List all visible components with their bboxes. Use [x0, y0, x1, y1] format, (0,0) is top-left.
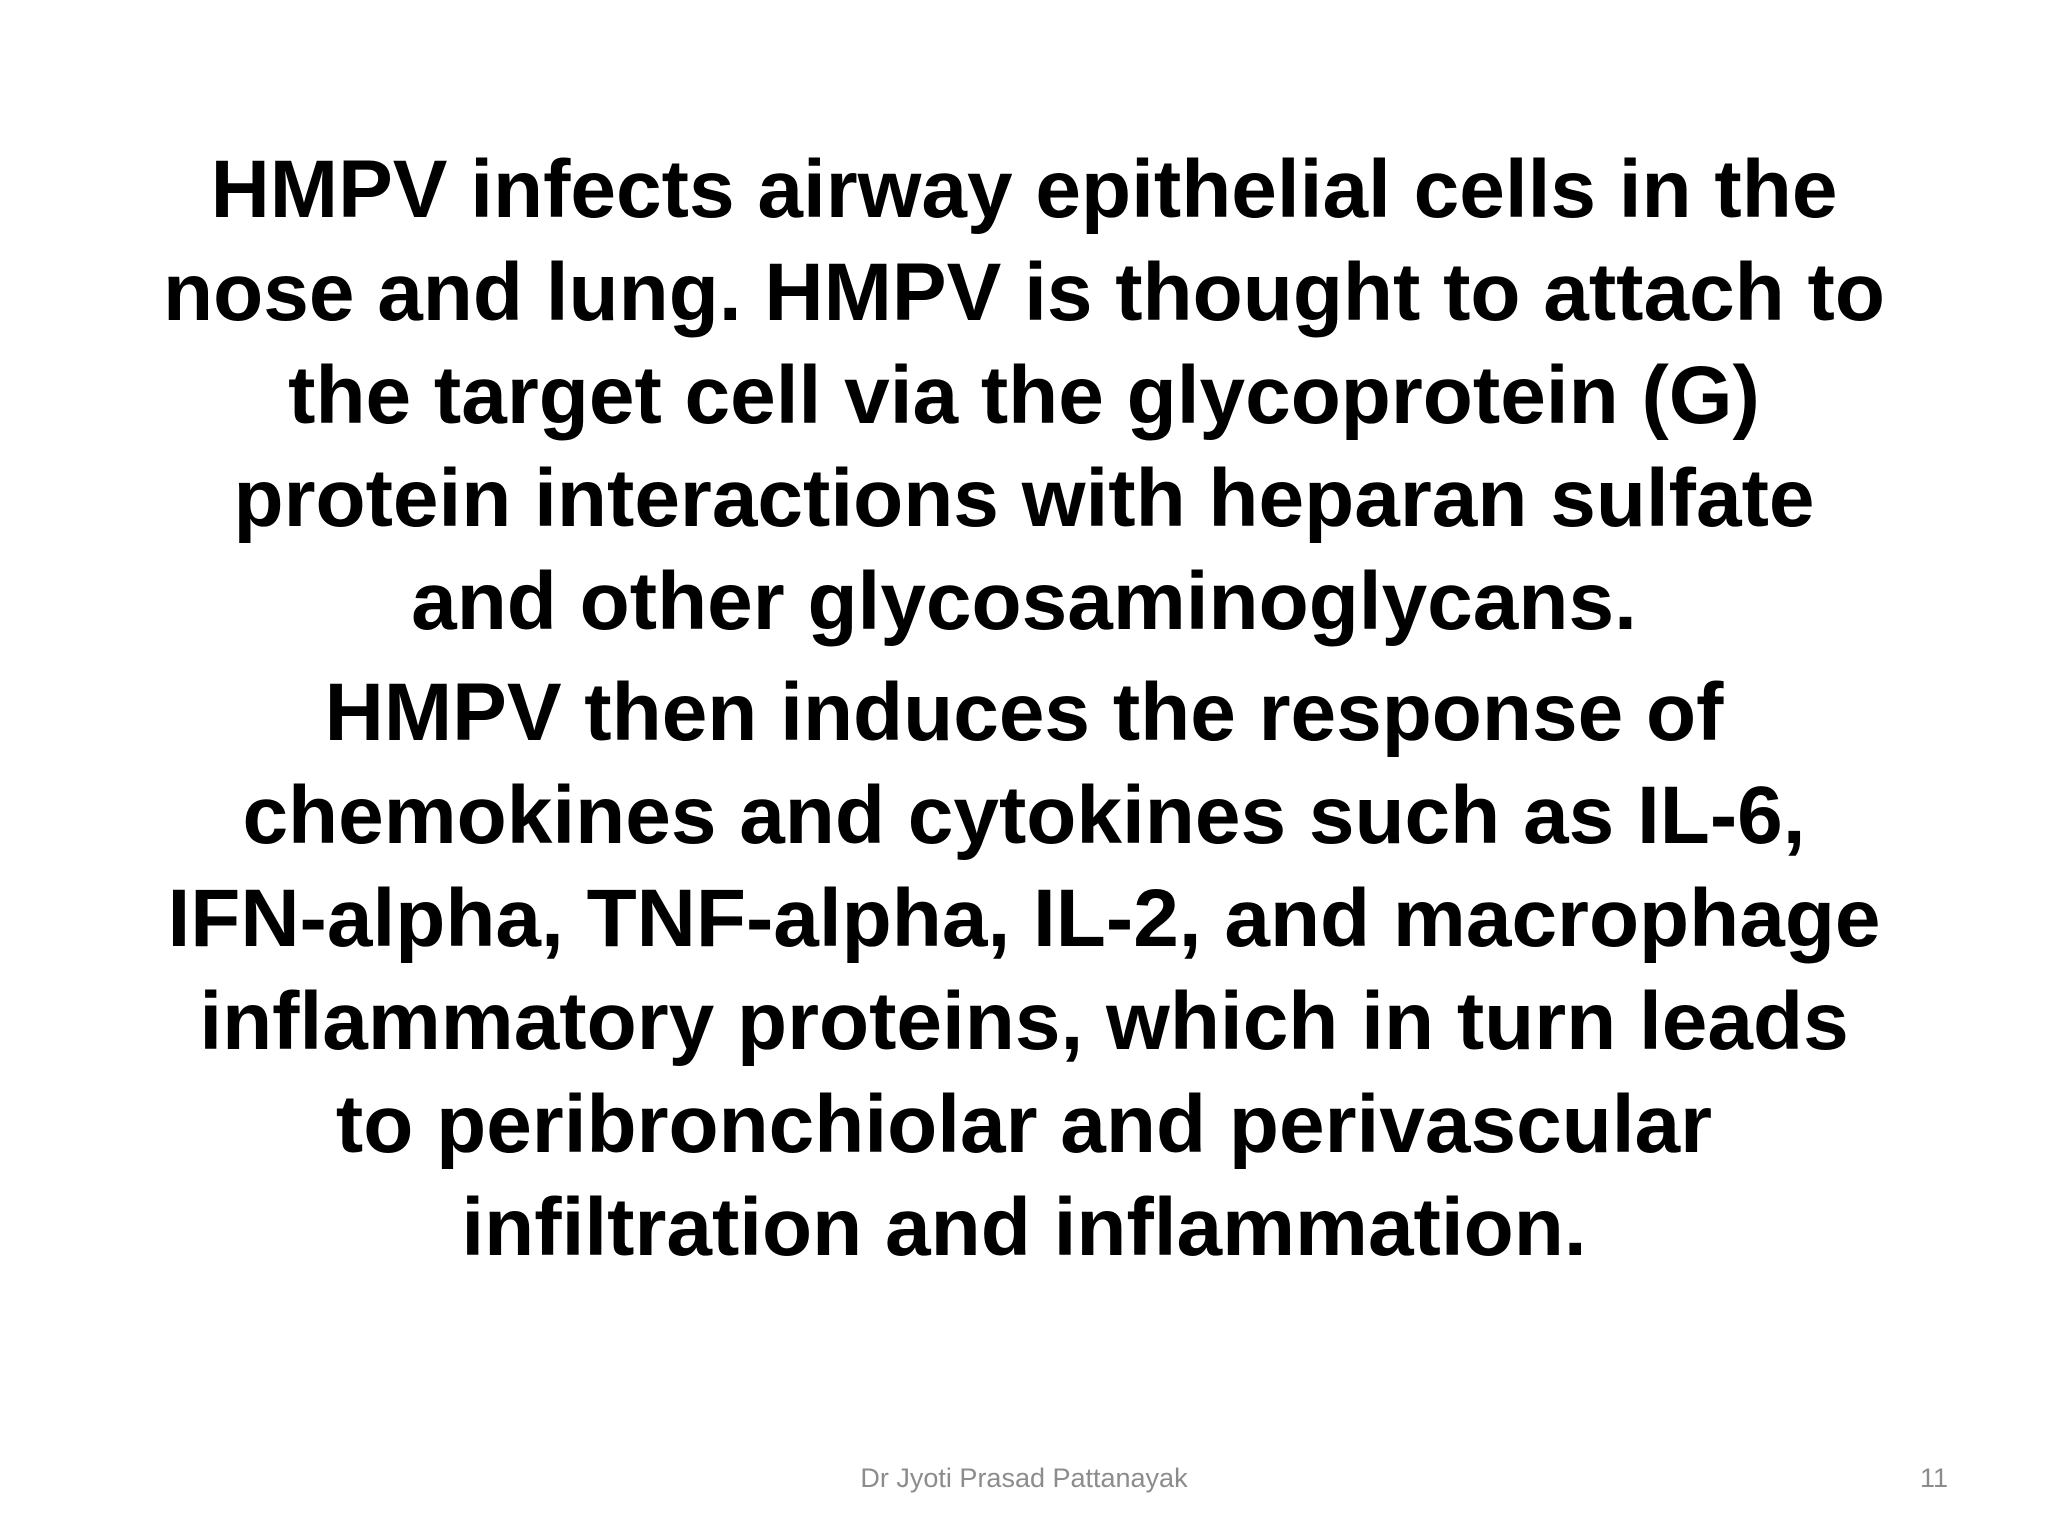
- body-paragraph-infection: HMPV infects airway epithelial cells in the nose and lung. HMPV is thought to attach to the target cell via the glycoprotein (G) protein interactions with heparan sulfate and other glycosaminoglycans.: [163, 144, 1885, 647]
- body-paragraph-immune-response: HMPV then induces the response of chemokines and cytokines such as IL-6, IFN-alpha, TNF-alpha, IL-2, and macrophage inflammatory proteins, which in turn leads to peribronchiolar and perivascular infiltration and inflammation.: [167, 667, 1881, 1273]
- footer-author: Dr Jyoti Prasad Pattanayak: [860, 1463, 1188, 1493]
- slide-number: 11: [1919, 1463, 1948, 1493]
- slide-body: [100, 138, 1948, 1279]
